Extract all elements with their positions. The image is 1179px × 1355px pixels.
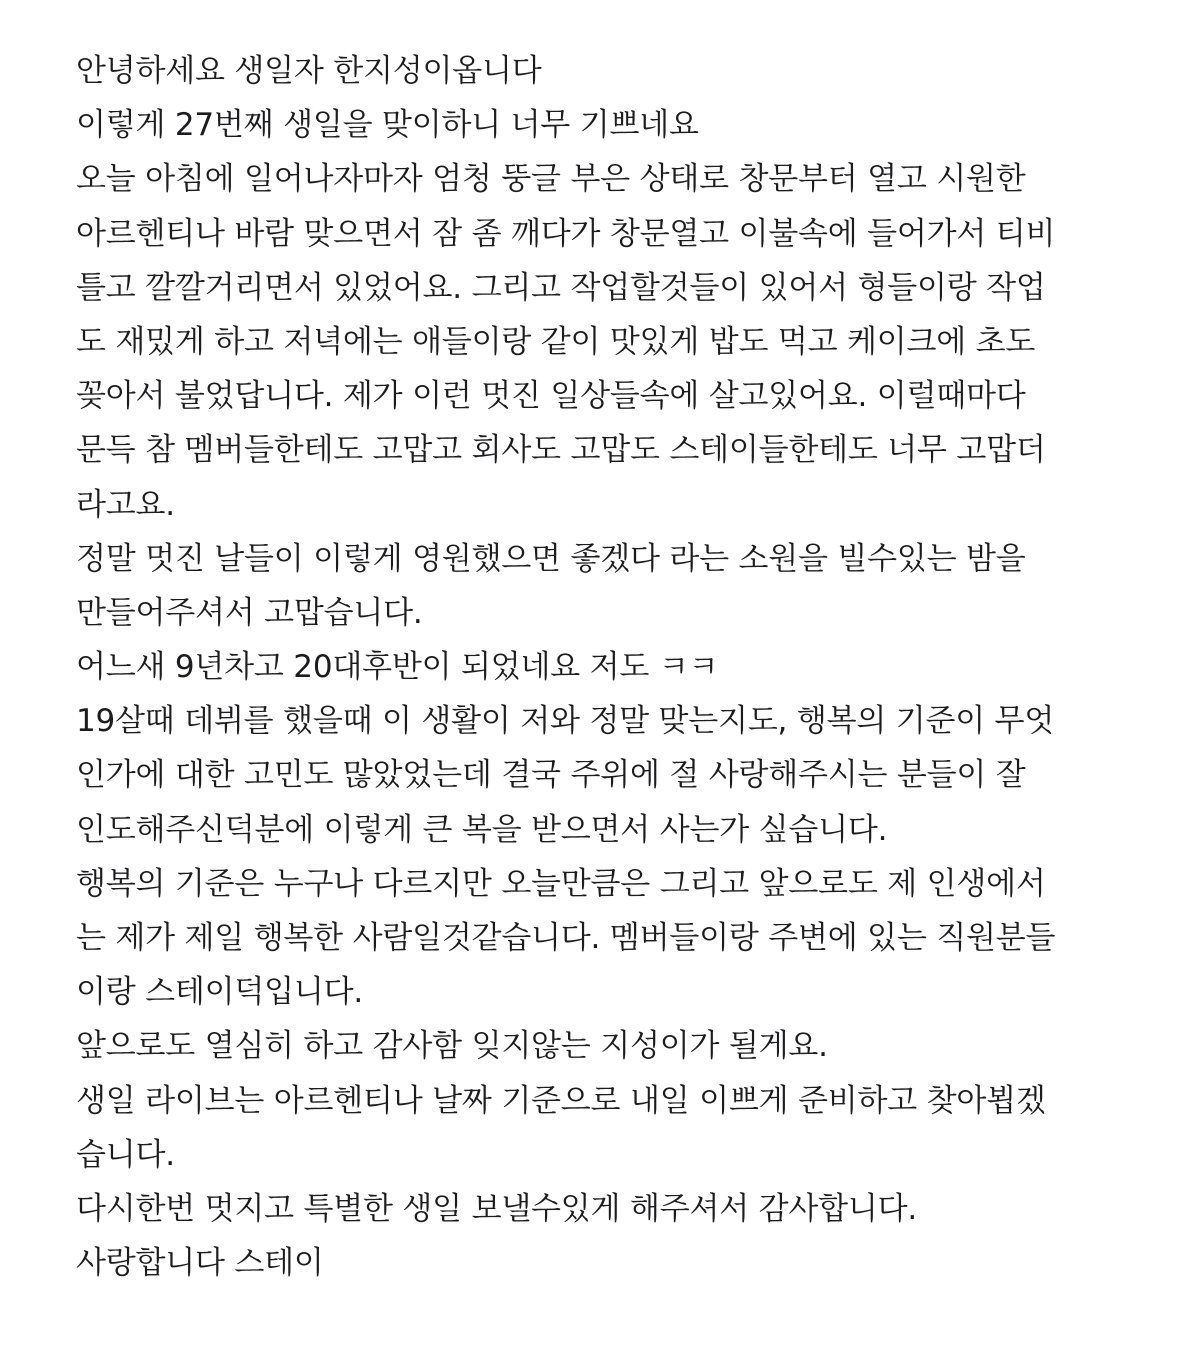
note-line: 안녕하세요 생일자 한지성이옵니다 (76, 53, 542, 89)
note-line: 오늘 아침에 일어나자마자 엄청 뚱글 부은 상태로 창문부터 열고 시원한 (76, 161, 1026, 198)
note-line: 습니다. (76, 1136, 175, 1173)
note-line: 사랑합니다 스테이 (76, 1245, 324, 1282)
note-line: 문득 참 멤버들한테도 고맙고 회사도 고맙도 스테이들한테도 너무 고맙더 (76, 432, 1046, 469)
note-line: 19살때 데뷔를 했을때 이 생활이 저와 정말 맞는지도, 행복의 기준이 무엇 (76, 703, 1055, 740)
note-line: 도 재밌게 하고 저녁에는 애들이랑 같이 맛있게 밥도 먹고 케이크에 초도 (76, 323, 1036, 360)
note-line: 이렇게 27번째 생일을 맞이하니 너무 기쁘네요 (76, 107, 699, 144)
note-line: 아르헨티나 바람 맞으면서 잠 좀 깨다가 창문열고 이불속에 들어가서 티비 (76, 215, 1056, 252)
note-line: 꽂아서 불었답니다. 제가 이런 멋진 일상들속에 살고있어요. 이럴때마다 (76, 378, 1026, 415)
note-line: 만들어주셔서 고맙습니다. (76, 594, 423, 631)
note-line: 어느새 9년차고 20대후반이 되었네요 저도 ㅋㅋ (76, 649, 719, 686)
note-body (76, 44, 1146, 1290)
note-line: 이랑 스테이덕입니다. (76, 974, 364, 1011)
note-line: 인도해주신덕분에 이렇게 큰 복을 받으면서 사는가 싶습니다. (76, 811, 888, 848)
note-line: 다시한번 멋지고 특별한 생일 보낼수있게 해주셔서 감사합니다. (76, 1190, 917, 1227)
note-line: 앞으로도 열심히 하고 감사함 잊지않는 지성이가 될게요. (76, 1028, 828, 1065)
note-line: 인가에 대한 고민도 많았었는데 결국 주위에 절 사랑해주시는 분들이 잘 (76, 757, 1026, 794)
note-line: 정말 멋진 날들이 이렇게 영원했으면 좋겠다 라는 소원을 빌수있는 밤을 (76, 540, 1026, 577)
note-line: 틀고 깔깔거리면서 있었어요. 그리고 작업할것들이 있어서 형들이랑 작업 (76, 269, 1046, 306)
note-line: 행복의 기준은 누구나 다르지만 오늘만큼은 그리고 앞으로도 제 인생에서 (76, 865, 1046, 902)
note-line: 라고요. (76, 486, 175, 523)
note-line: 생일 라이브는 아르헨티나 날짜 기준으로 내일 이쁘게 준비하고 찾아뵙겠 (76, 1082, 1046, 1119)
note-line: 는 제가 제일 행복한 사람일것같습니다. 멤버들이랑 주변에 있는 직원분들 (76, 920, 1056, 956)
